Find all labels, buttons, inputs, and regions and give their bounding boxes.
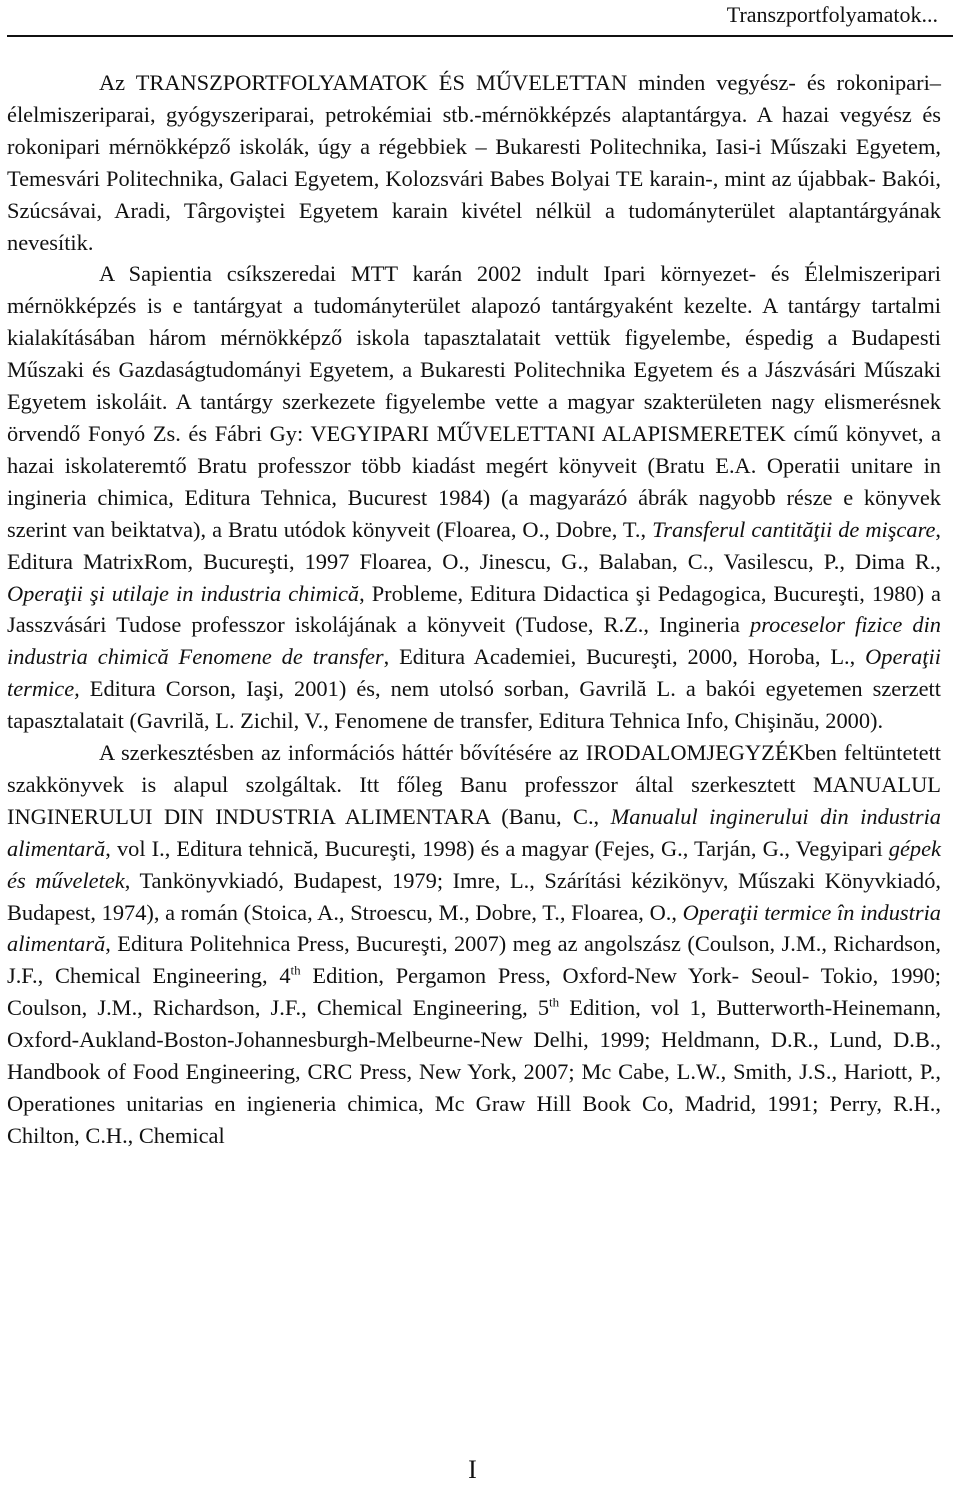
book-title: Manualul inginerului din industria alimentară bbox=[7, 803, 941, 861]
body-text bbox=[7, 67, 941, 1152]
paragraph-text: , vol I., Editura tehnică, Bucureşti, 1998) és a magyar (Fejes, G., Tarján, G., Vegyipari bbox=[105, 835, 889, 861]
paragraph-intro bbox=[7, 67, 941, 258]
book-title: Operaţii termice în industria alimentară bbox=[7, 899, 941, 957]
paragraph-text: Editura Corson, Iaşi, 2001) és, nem utolsó sorban, Gavrilă L. a bakói egyetemen szerzett tapasztalatait (Gavrilă, L. Zichil, V., Fenomene de transfer, Editura Tehnica Info, Chişinău, 2000). bbox=[7, 676, 941, 734]
paragraph-text: Edition, Pergamon Press, Oxford-New York- Seoul- Tokio, 1990; Coulson, J.M., Richardson, J.F., Chemical Engineering, 5 bbox=[7, 963, 941, 1021]
paragraph-text: , Editura Politehnica Press, Bucureşti, 2007) meg az angolszász (Coulson, J.M., Richardson, J.F., Chemical Engineering, 4 bbox=[7, 931, 941, 989]
header-rule bbox=[7, 35, 953, 37]
book-title: Transferul cantităţii de mişcare bbox=[652, 516, 936, 542]
paragraph-text: , Editura MatrixRom, Bucureşti, 1997 Floarea, O., Jinescu, G., Balaban, C., Vasilescu, P., Dima R., bbox=[7, 516, 941, 574]
paragraph-text: , Tankönyvkiadó, Budapest, 1979; Imre, L., Szárítási kézikönyv, Műszaki Könyvkiadó, Budapest, 1974), a román (Stoica, A., Stroescu, M., Dobre, T., Floarea, O., bbox=[7, 867, 941, 925]
edition-superscript: th bbox=[290, 962, 301, 978]
book-title: Operaţii termice, bbox=[7, 644, 941, 702]
paragraph-text: , Editura Academiei, Bucureşti, 2000, Horoba, L., bbox=[383, 644, 866, 670]
edition-superscript: th bbox=[549, 994, 560, 1010]
paragraph-text: Az TRANSZPORTFOLYAMATOK ÉS MŰVELETTAN minden vegyész- és rokonipari– élelmiszeriparai, gyógyszeriparai, petrokémiai stb.-mérnökképzés alaptantárgya. A hazai vegyész és rokonipari mérnökképző iskolák, úgy a régebbiek – Bukaresti Politechnika, Iasi-i Műszaki Egyetem, Temesvári Politechnika, Galaci Egyetem, Kolozsvári Babes Bolyai TE karain-, mint az újabbak- Bakói, Szúcsávai, Aradi, Târgoviştei Egyetem karain kivétel nélkül a tudományterület alaptantárgyának nevesítik. bbox=[7, 70, 941, 255]
paragraph-text: Edition, vol 1, Butterworth-Heinemann, Oxford-Aukland-Boston-Johannesburgh-Melbeurne-New Delhi, 1999; Heldmann, D.R., Lund, D.B., Handbook of Food Engineering, CRC Press, New York, 2007; Mc Cabe, L.W., Smith, J.S., Hariott, P., Operationes unitarias en ingieneria chimica, Mc Graw Hill Book Co, Madrid, 1991; Perry, R.H., Chilton, C.H., Chemical bbox=[7, 995, 941, 1148]
paragraph-references bbox=[7, 737, 941, 1152]
page-number: I bbox=[468, 1455, 477, 1484]
paragraph-sapientia bbox=[7, 258, 941, 737]
book-title: gépek és műveletek bbox=[7, 835, 941, 893]
book-title: Operaţii şi utilaje in industria chimică bbox=[7, 580, 360, 606]
book-title: proceselor fizice din industria chimică Fenomene de transfer bbox=[7, 612, 941, 670]
paragraph-text: A Sapientia csíkszeredai MTT karán 2002 indult Ipari környezet- és Élelmiszeripari mérnökképzés is e tantárgyat a tudományterület alapozó tantárgyaként kezelte. A tantárgy tartalmi kialakításában három mérnökképző iskola tapasztalatait vettük figyelembe, éspedig a Budapesti Műszaki és Gazdaságtudományi Egyetem, a Bukaresti Politechnika Egyetem és a Jászvásári Műszaki Egyetem iskoláit. A tantárgy szerkezete figyelembe vette a magyar szakterületen nagy elismerésnek örvendő Fonyó Zs. és Fábri Gy: VEGYIPARI MŰVELETTANI ALAPISMERETEK című könyvet, a hazai iskolateremtő Bratu professzor több kiadást megért könyveit (Bratu E.A. Operatii unitare in ingineria chimica, Editura Tehnica, Bucurest 1984) (a magyarázó ábrák nagyobb része e könyvek szerint van beiktatva), a Bratu utódok könyveit (Floarea, O., Dobre, T., bbox=[7, 261, 941, 542]
paragraph-text: , Probleme, Editura Didactica şi Pedagogica, Bucureşti, 1980) a Jasszvásári Tudose professzor iskolájának a könyveit (Tudose, R.Z., Ingineria bbox=[7, 580, 941, 638]
paragraph-text: A szerkesztésben az információs háttér bővítésére az IRODALOMJEGYZÉKben feltüntetett szakkönyvek is alapul szolgáltak. Itt főleg Banu professzor által szerkesztett MANUALUL INGINERULUI DIN INDUSTRIA ALIMENTARA (Banu, C., bbox=[7, 740, 941, 829]
running-header: Transzportfolyamatok... bbox=[726, 2, 938, 27]
